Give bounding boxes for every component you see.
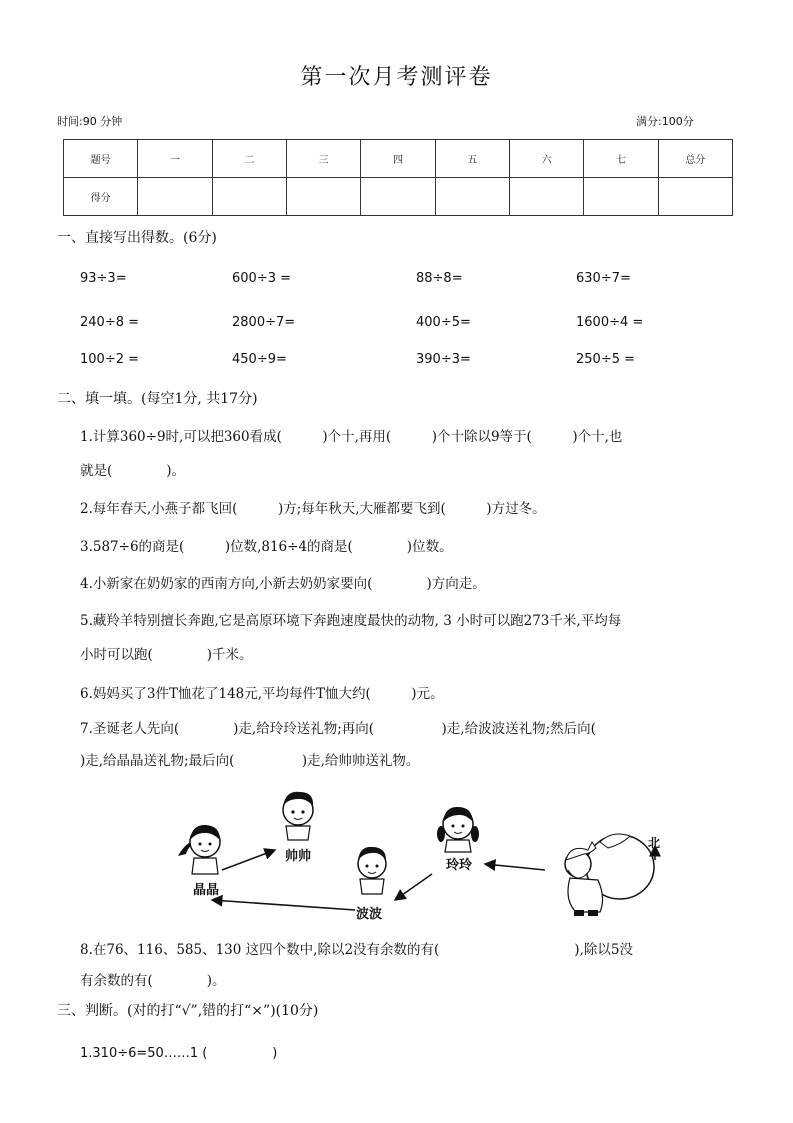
score-header-cell: 四 xyxy=(361,140,435,178)
full-score-label: 满分:100分 xyxy=(636,115,694,128)
question-4: 4.小新家在奶奶家的西南方向,小新去奶奶家要向( )方向走。 xyxy=(80,576,486,592)
arrow-bobo-to-jingjing xyxy=(212,900,355,910)
question-3: 3.587÷6的商是( )位数,816÷4的商是( )位数。 xyxy=(80,539,453,555)
question-5-line2: 小时可以跑( )千米。 xyxy=(80,647,253,663)
label-shuaishuai: 帅帅 xyxy=(285,849,312,864)
question-8-line1: 8.在76、116、585、130 这四个数中,除以2没有余数的有( ),除以5没 xyxy=(80,942,633,958)
calc-item: 390÷3= xyxy=(416,352,471,367)
jingjing-figure xyxy=(178,825,220,874)
label-jingjing: 晶晶 xyxy=(193,883,220,898)
calc-item: 100÷2 = xyxy=(80,352,140,367)
question-1-line1: 1.计算360÷9时,可以把360看成( )个十,再用( )个十除以9等于( )个十,也 xyxy=(80,429,623,445)
calc-item: 240÷8 = xyxy=(80,315,140,330)
score-header-cell: 六 xyxy=(509,140,583,178)
score-header-cell: 题号 xyxy=(64,140,138,178)
score-table-score-row xyxy=(64,178,733,216)
score-header-cell: 五 xyxy=(435,140,509,178)
score-table xyxy=(63,139,733,216)
arrow-lingling-to-bobo xyxy=(395,874,432,900)
score-header-cell: 七 xyxy=(584,140,658,178)
question-1-line2: 就是( )。 xyxy=(80,463,186,479)
arrow-santa-to-lingling xyxy=(485,864,545,870)
score-header-cell: 总分 xyxy=(658,140,732,178)
calc-item: 600÷3 = xyxy=(232,271,292,286)
direction-figure-svg xyxy=(160,782,680,932)
calc-item: 400÷5= xyxy=(416,315,471,330)
score-cell[interactable] xyxy=(138,178,212,216)
question-5-line1: 5.藏羚羊特别擅长奔跑,它是高原环境下奔跑速度最快的动物, 3 小时可以跑273千米,平均每 xyxy=(80,613,622,629)
page-title: 第一次月考测评卷 xyxy=(300,65,493,90)
score-cell[interactable] xyxy=(658,178,732,216)
time-label: 时间:90 分钟 xyxy=(57,115,123,128)
question-8-line2: 有余数的有( )。 xyxy=(80,973,226,989)
score-row-label: 得分 xyxy=(64,178,138,216)
label-lingling: 玲玲 xyxy=(446,858,473,873)
score-header-cell: 二 xyxy=(212,140,286,178)
calc-item: 630÷7= xyxy=(576,271,631,286)
question-7-line1: 7.圣诞老人先向( )走,给玲玲送礼物;再向( )走,给波波送礼物;然后向( xyxy=(80,721,596,737)
score-cell[interactable] xyxy=(212,178,286,216)
section2-heading: 二、填一填。(每空1分, 共17分) xyxy=(57,391,258,407)
direction-figure xyxy=(160,782,680,932)
calc-item: 250÷5 = xyxy=(576,352,636,367)
label-north: 北 xyxy=(648,836,661,850)
score-cell[interactable] xyxy=(435,178,509,216)
question-6: 6.妈妈买了3件T恤花了148元,平均每件T恤大约( )元。 xyxy=(80,686,444,702)
calc-item: 93÷3= xyxy=(80,271,127,286)
score-table-header-row xyxy=(64,140,733,178)
score-cell[interactable] xyxy=(286,178,360,216)
score-cell[interactable] xyxy=(361,178,435,216)
calc-item: 2800÷7= xyxy=(232,315,296,330)
section1-heading: 一、直接写出得数。(6分) xyxy=(57,230,217,246)
santa-figure xyxy=(565,834,654,916)
shuaishuai-figure xyxy=(283,792,313,840)
question-7-line2: )走,给晶晶送礼物;最后向( )走,给帅帅送礼物。 xyxy=(80,753,420,769)
score-cell[interactable] xyxy=(584,178,658,216)
judgement-question-1: 1.310÷6=50……1 ( ) xyxy=(80,1046,278,1061)
arrow-jingjing-to-shuaishuai xyxy=(222,850,275,870)
question-2: 2.每年春天,小燕子都飞回( )方;每年秋天,大雁都要飞到( )方过冬。 xyxy=(80,501,546,517)
score-header-cell: 三 xyxy=(286,140,360,178)
section3-heading: 三、判断。(对的打“√”,错的打“×”)(10分) xyxy=(57,1003,319,1019)
label-bobo: 波波 xyxy=(356,907,383,922)
calc-item: 88÷8= xyxy=(416,271,463,286)
score-cell[interactable] xyxy=(509,178,583,216)
calc-item: 1600÷4 = xyxy=(576,315,644,330)
bobo-figure xyxy=(358,847,386,894)
calc-item: 450÷9= xyxy=(232,352,287,367)
lingling-figure xyxy=(437,807,479,852)
score-header-cell: 一 xyxy=(138,140,212,178)
